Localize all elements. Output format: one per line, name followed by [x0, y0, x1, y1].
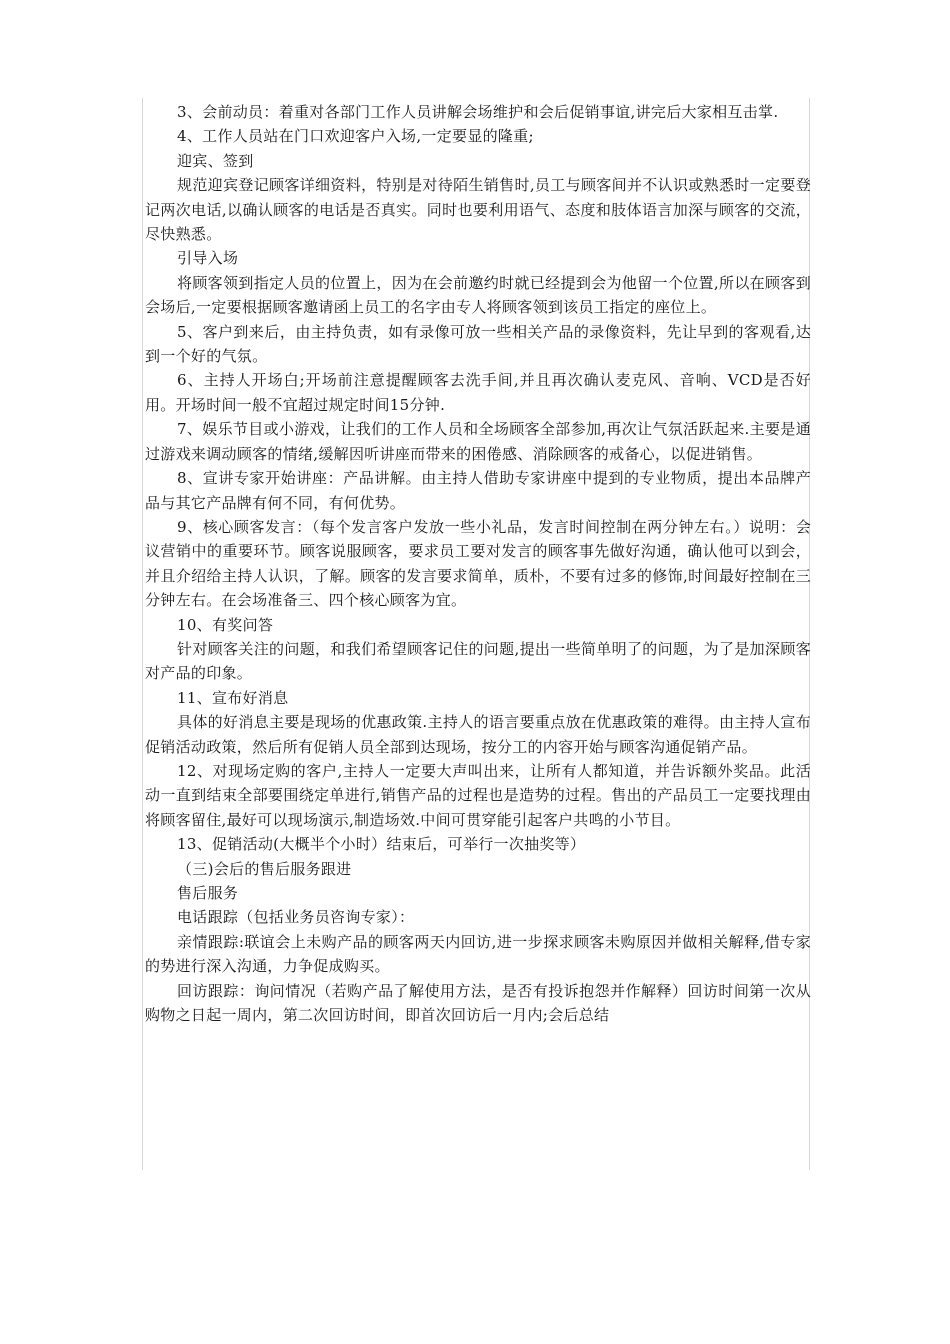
document-page [142, 98, 810, 1170]
paragraph-pre-meeting-briefing: 3、会前动员：着重对各部门工作人员讲解会场维护和会后促销事谊,讲完后大家相互击掌. [177, 103, 779, 121]
paragraph-family-tracking: 亲情跟踪:联谊会上未购产品的顾客两天内回访,进一步探求顾客未购原因并做相关解释,借专家的势进行深入沟通，力争促成购买。 [145, 932, 811, 976]
paragraph-entertainment-games: 7、娱乐节目或小游戏，让我们的工作人员和全场顾客全部参加,再次让气氛活跃起来.主要是通过游戏来调动顾客的情绪,缓解因听讲座而带来的困倦感、消除顾客的戒备心，以促进销售。 [145, 420, 811, 463]
paragraph-staff-welcome: 4、工作人员站在门口欢迎客户入场,一定要显的隆重; [177, 127, 534, 146]
paragraph-lucky-draw: 13、促销活动(大概半个小时）结束后，可举行一次抽奖等） [177, 835, 586, 854]
paragraph-return-visit: 回访跟踪：询问情况（若购产品了解使用方法，是否有投诉抱怨并作解释）回访时间第一次从购物之日起一周内，第二次回访时间，即首次回访后一月内;会后总结 [145, 981, 811, 1025]
paragraph-expert-lecture: 8、宣讲专家开始讲座：产品讲解。由主持人借助专家讲座中提到的专业物质，提出本品牌产品与其它产品牌有何不同，有何优势。 [145, 469, 811, 512]
paragraph-host-opening: 6、主持人开场白;开场前注意提醒顾客去洗手间,并且再次确认麦克风、音响、VCD是否好用。开场时间一般不宜超过规定时间15分钟. [145, 371, 811, 414]
paragraph-prize-quiz: 针对顾客关注的问题，和我们希望顾客记住的问题,提出一些简单明了的问题，为了是加深顾客对产品的印象。 [145, 639, 811, 683]
paragraph-customer-arrival: 5、客户到来后，由主持负责，如有录像可放一些相关产品的录像资料，先让早到的客观看,达到一个好的气氛。 [145, 322, 811, 366]
heading-after-sales-service: 售后服务 [177, 884, 239, 902]
heading-prize-quiz: 10、有奖问答 [177, 615, 274, 634]
paragraph-guide-to-seat: 将顾客领到指定人员的位置上，因为在会前邀约时就已经提到会为他留一个位置,所以在顾客到会场后,一定要根据顾客邀请函上员工的名字由专人将顾客领到该员工指定的座位上。 [145, 273, 811, 317]
paragraph-good-news: 具体的好消息主要是现场的优惠政策.主持人的语言要重点放在优惠政策的难得。由主持人宣布促销活动政策，然后所有促销人员全部到达现场，按分工的内容开始与顾客沟通促销产品。 [145, 713, 811, 756]
heading-good-news: 11、宣布好消息 [177, 688, 289, 707]
heading-guide-entry: 引导入场 [177, 249, 239, 268]
paragraph-onsite-orders: 12、对现场定购的客户,主持人一定要大声叫出来，让所有人都知道，并告诉额外奖品。此活动一直到结束全部要围绕定单进行,销售产品的过程也是造势的过程。售出的产品员工一定要找理由将顾客留住,最好可以现场演示,制造场效.中间可贯穿能引起客户共鸣的小节目。 [145, 761, 811, 829]
document-body [145, 100, 811, 1027]
paragraph-phone-tracking: 电话跟踪（包括业务员咨询专家）： [177, 908, 415, 927]
paragraph-core-customer-speech: 9、核心顾客发言：（每个发言客户发放一些小礼品，发言时间控制在两分钟左右。）说明：会议营销中的重要环节。顾客说服顾客，要求员工要对发言的顾客事先做好沟通，确认他可以到会，并且介绍给主持人认识，了解。顾客的发言要求简单，质朴，不要有过多的修饰,时间最好控制在三分钟左右。在会场准备三、四个核心顾客为宜。 [145, 517, 811, 610]
heading-after-sales-followup: （三)会后的售后服务跟进 [177, 859, 352, 878]
paragraph-reception-registration: 规范迎宾登记顾客详细资料，特别是对待陌生销售时,员工与顾客间并不认识或熟悉时一定要登记两次电话,以确认顾客的电话是否真实。同时也要利用语气、态度和肢体语言加深与顾客的交流，尽快熟悉。 [145, 176, 811, 244]
heading-reception-signin: 迎宾、签到 [177, 151, 254, 170]
